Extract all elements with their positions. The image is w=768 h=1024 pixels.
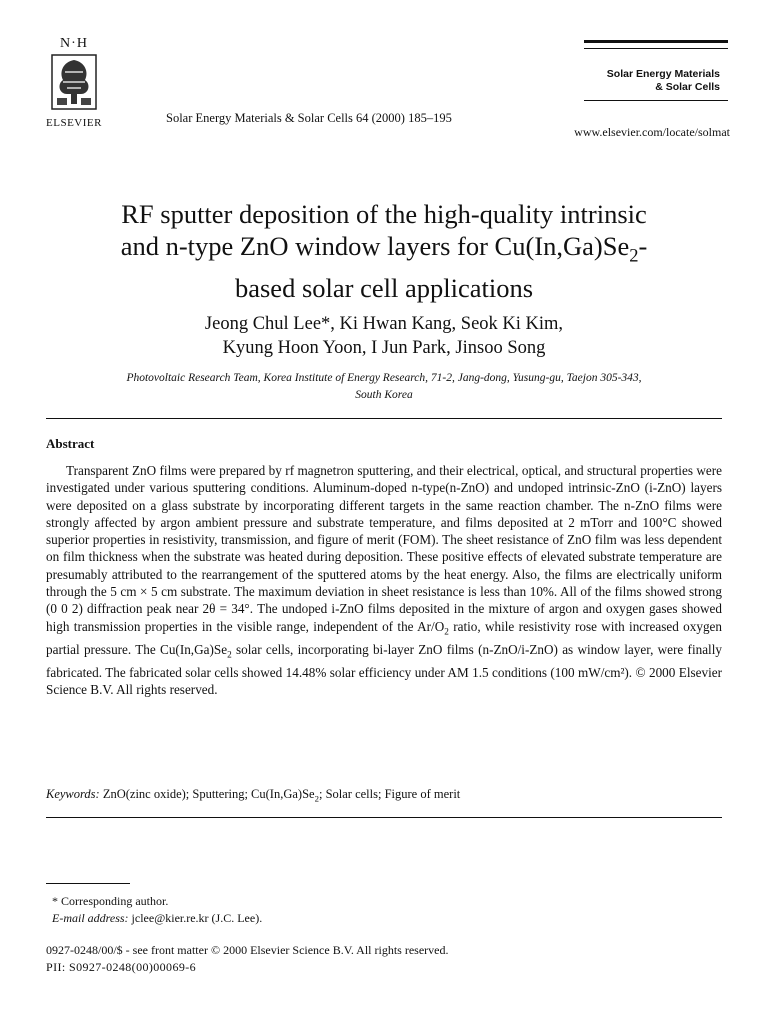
abstract-body bbox=[46, 462, 722, 698]
journal-url[interactable]: www.elsevier.com/locate/solmat bbox=[574, 125, 730, 139]
title-line2 bbox=[30, 230, 738, 272]
header-rule-thick bbox=[584, 40, 728, 43]
keywords-sub: 2 bbox=[314, 793, 319, 804]
elsevier-logo bbox=[38, 36, 110, 129]
title-line2-text: and n-type ZnO window layers for Cu(In,Ga)Se bbox=[120, 231, 630, 261]
journal-name-line2: & Solar Cells bbox=[655, 81, 720, 93]
keywords-text: ZnO(zinc oxide); Sputtering; Cu(In,Ga)Se bbox=[102, 787, 315, 801]
journal-citation: Solar Energy Materials & Solar Cells 64 (2000) 185–195 bbox=[166, 111, 452, 125]
abstract-text-part2: ratio, while resistivity rose with increased oxygen partial pressure. The Cu(In,Ga)Se bbox=[46, 618, 722, 657]
affiliation-line1: Photovoltaic Research Team, Korea Institute of Energy Research, 71-2, Jang-dong, Yusung-gu, Taejon 305-343, bbox=[126, 372, 642, 384]
publisher-mark: N·H bbox=[60, 36, 88, 51]
elsevier-tree-icon bbox=[51, 54, 97, 110]
abstract-sub2: 2 bbox=[227, 649, 232, 660]
corresponding-author-note: * Corresponding author. bbox=[52, 894, 169, 908]
authors-line1: Jeong Chul Lee*, Ki Hwan Kang, Seok Ki Kim, bbox=[204, 314, 564, 334]
paper-title bbox=[30, 198, 738, 304]
affiliation-line2: South Korea bbox=[355, 389, 413, 401]
authors-line2: Kyung Hoon Yoon, I Jun Park, Jinsoo Song bbox=[222, 338, 546, 358]
journal-name-line1: Solar Energy Materials bbox=[606, 68, 720, 80]
journal-name bbox=[584, 68, 720, 94]
title-line1: RF sputter deposition of the high-quality intrinsic bbox=[121, 199, 647, 229]
abstract-text-part3: solar cells, incorporating bi-layer ZnO films (n-ZnO/i-ZnO) as window layer, were finally fabricated. The fabricated solar cells showed 14.48% solar efficiency under AM 1.5 conditions (100 mW/cm²). © 2000 Elsevier Science B.V. All rights reserved. bbox=[46, 641, 722, 697]
email-label: E-mail address: bbox=[52, 911, 129, 925]
author-list bbox=[30, 312, 738, 360]
title-line3: based solar cell applications bbox=[234, 273, 534, 304]
issn-line: 0927-0248/00/$ - see front matter © 2000 Elsevier Science B.V. All rights reserved. bbox=[46, 943, 449, 957]
footnote-rule bbox=[46, 883, 130, 884]
title-line2-hyphen: - bbox=[638, 231, 648, 261]
pii-line: PII: S0927-0248(00)00069-6 bbox=[46, 960, 197, 974]
title-subscript: 2 bbox=[629, 245, 639, 267]
abstract-text-part1: Transparent ZnO films were prepared by rf magnetron sputtering, and their electrical, optical, and structural properties were investigated under various sputtering conditions. Aluminum-doped n-type(n-ZnO) and undoped intrinsic-ZnO (i-ZnO) layers were deposited on a glass substrate by incorporating different targets in the same reaction chamber. The n-ZnO films were strongly affected by argon ambient pressure and substrate temperature, and films deposited at 2 mTorr and 100°C showed superior properties in resistivity, transmission, and figure of merit (FOM). The sheet resistance of ZnO film was less dependent on film thickness when the substrate was heated during deposition. These positive effects of elevated substrate temperature are presumably attributed to the rearrangement of the sputtered atoms by the heat energy. Also, the films are electrically uniform through the 5 cm × 5 cm substrate. The maximum deviation in sheet resistance is less than 10%. All of the films showed strong (0 0 2) diffraction peak near 2θ = 34°. The undoped i-ZnO films deposited in the mixture of argon and oxygen gases showed high transmission properties in the visible range, independent of the Ar/O bbox=[46, 463, 722, 634]
abstract-heading: Abstract bbox=[46, 436, 95, 451]
affiliation bbox=[30, 370, 738, 404]
header-rule-bottom bbox=[584, 100, 728, 101]
publisher-name: ELSEVIER bbox=[46, 117, 102, 129]
keywords-label: Keywords: bbox=[46, 787, 100, 801]
divider-bottom bbox=[46, 817, 722, 818]
email-value[interactable]: jclee@kier.re.kr (J.C. Lee). bbox=[131, 911, 263, 925]
divider-top bbox=[46, 418, 722, 419]
abstract-sub1: 2 bbox=[444, 626, 449, 637]
header-rule-thin bbox=[584, 48, 728, 49]
keywords bbox=[46, 787, 722, 804]
keywords-text-end: ; Solar cells; Figure of merit bbox=[318, 787, 461, 801]
email-note bbox=[52, 911, 262, 926]
